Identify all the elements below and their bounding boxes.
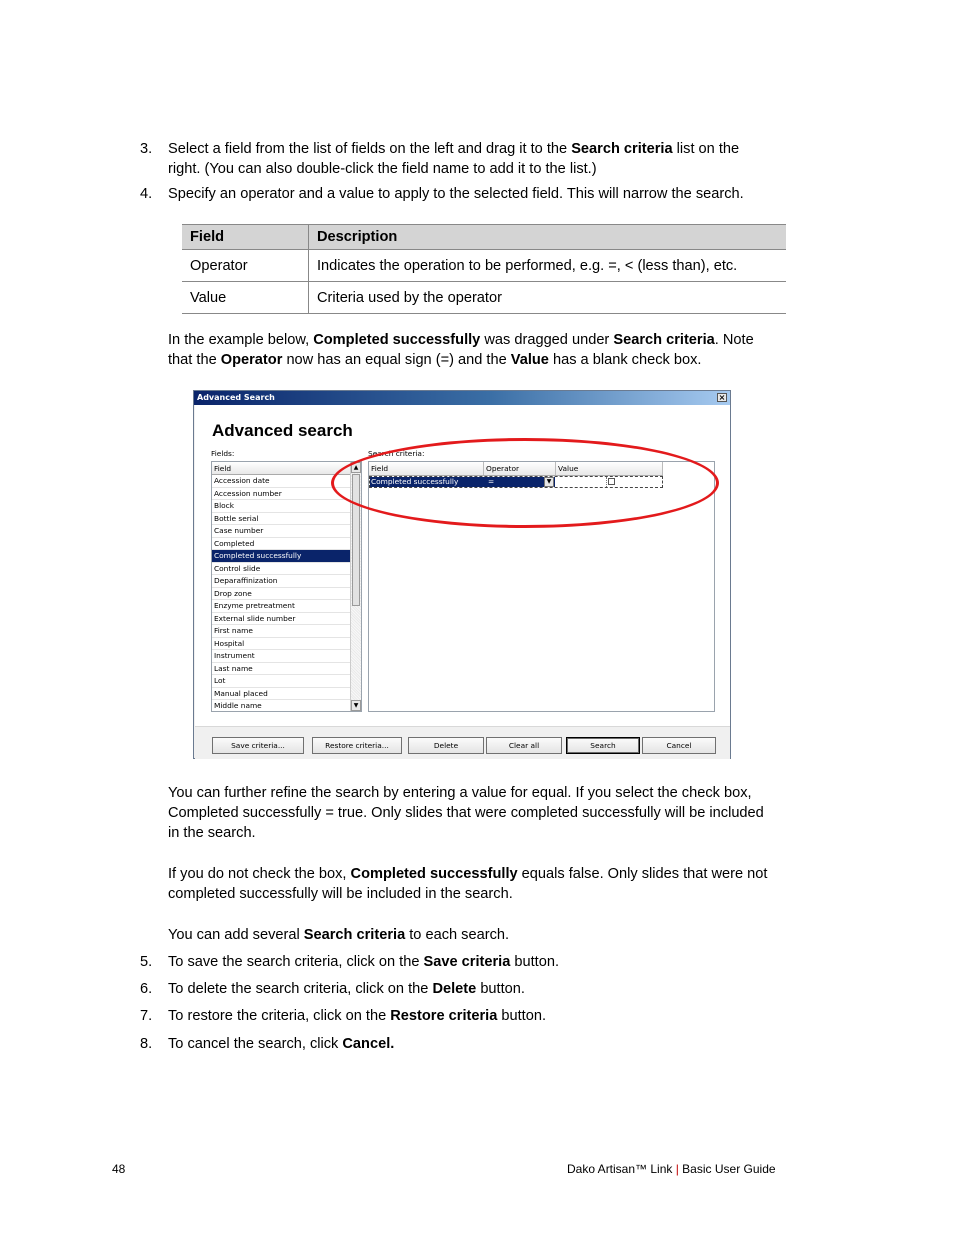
- fields-list[interactable]: [211, 461, 362, 712]
- step-3-text: Select a field from the list of fields on the left and drag it to the Search criteria list on the right. (You can also double-click the field name to add it to the list.): [168, 141, 740, 177]
- delete-button[interactable]: Delete: [408, 737, 484, 754]
- step-6-text: To delete the search criteria, click on the Delete button.: [168, 981, 525, 997]
- list-item[interactable]: First name: [212, 625, 351, 638]
- list-item[interactable]: Deparaffinization: [212, 575, 351, 588]
- refine-paragraph-1: You can further refine the search by entering a value for equal. If you select the check box, Completed successfully = true. Only slides that were completed successfully will be included in the search.: [168, 785, 764, 841]
- list-item[interactable]: Enzyme pretreatment: [212, 600, 351, 613]
- step-number: 8.: [140, 1036, 153, 1052]
- list-item[interactable]: Completed: [212, 538, 351, 551]
- fields-label: Fields:: [211, 449, 235, 458]
- table-header-row: [182, 225, 786, 250]
- step-4-text: Specify an operator and a value to apply to the selected field. This will narrow the search.: [168, 186, 744, 202]
- refine-paragraph-3: You can add several Search criteria to each search.: [168, 927, 510, 943]
- step-number: 7.: [140, 1008, 153, 1024]
- scroll-up-icon[interactable]: ▲: [351, 462, 361, 473]
- criteria-header-value: Value: [556, 462, 663, 475]
- list-item[interactable]: Instrument: [212, 650, 351, 663]
- list-item[interactable]: Control slide: [212, 563, 351, 576]
- list-item[interactable]: External slide number: [212, 613, 351, 626]
- table-cell: Operator: [182, 250, 309, 282]
- list-item[interactable]: Bottle serial: [212, 513, 351, 526]
- search-criteria-label: Search criteria:: [368, 449, 425, 458]
- list-item[interactable]: Lot: [212, 675, 351, 688]
- criteria-field-cell[interactable]: Completed successfully: [370, 477, 485, 487]
- list-item[interactable]: Middle name: [212, 700, 351, 712]
- highlight-oval: [331, 438, 719, 528]
- list-item[interactable]: Completed successfully: [212, 550, 351, 563]
- table-row: [182, 250, 786, 282]
- table-header-field: Field: [182, 225, 309, 250]
- criteria-header-operator: Operator: [484, 462, 556, 475]
- list-item[interactable]: Drop zone: [212, 588, 351, 601]
- chevron-down-icon[interactable]: ▼: [544, 477, 554, 487]
- step-7-text: To restore the criteria, click on the Restore criteria button.: [168, 1008, 547, 1024]
- fields-list-header: Field: [212, 462, 351, 475]
- step-number: 6.: [140, 981, 153, 997]
- scroll-down-icon[interactable]: ▼: [351, 700, 361, 711]
- list-item[interactable]: Block: [212, 500, 351, 513]
- search-button[interactable]: Search: [566, 737, 640, 754]
- table-cell: Value: [182, 282, 309, 314]
- save-criteria-button[interactable]: Save criteria...: [212, 737, 304, 754]
- step-number: 3.: [140, 141, 153, 157]
- table-cell: Criteria used by the operator: [309, 282, 787, 314]
- list-item[interactable]: Accession date: [212, 475, 351, 488]
- table-header-description: Description: [309, 225, 787, 250]
- cancel-button[interactable]: Cancel: [642, 737, 716, 754]
- page-number: 48: [112, 1162, 126, 1176]
- criteria-header-field: Field: [369, 462, 484, 475]
- refine-paragraph-2: If you do not check the box, Completed successfully equals false. Only slides that were not completed successfully will be included in the search.: [168, 866, 768, 902]
- step-8-text: To cancel the search, click Cancel.: [168, 1036, 395, 1052]
- list-item[interactable]: Last name: [212, 663, 351, 676]
- list-item[interactable]: Case number: [212, 525, 351, 538]
- field-description-table: [182, 224, 786, 314]
- list-item[interactable]: Manual placed: [212, 688, 351, 701]
- operator-select[interactable]: =: [485, 477, 555, 487]
- list-item[interactable]: Hospital: [212, 638, 351, 651]
- footer-title: Dako Artisan™ Link | Basic User Guide: [567, 1162, 776, 1176]
- table-row: [182, 282, 786, 314]
- dialog-heading: Advanced search: [212, 421, 353, 440]
- clear-all-button[interactable]: Clear all: [486, 737, 562, 754]
- dialog-title-bar: [194, 391, 730, 405]
- step-number: 4.: [140, 186, 153, 202]
- restore-criteria-button[interactable]: Restore criteria...: [312, 737, 402, 754]
- list-item[interactable]: Accession number: [212, 488, 351, 501]
- table-cell: Indicates the operation to be performed, e.g. =, < (less than), etc.: [309, 250, 787, 282]
- example-paragraph: In the example below, Completed successfully was dragged under Search criteria. Note that the Operator now has an equal sign (=) and the Value has a blank check box.: [168, 332, 754, 368]
- dialog-title: Advanced Search: [197, 393, 275, 402]
- step-5-text: To save the search criteria, click on the Save criteria button.: [168, 954, 560, 970]
- close-icon[interactable]: ×: [718, 393, 726, 402]
- step-number: 5.: [140, 954, 153, 970]
